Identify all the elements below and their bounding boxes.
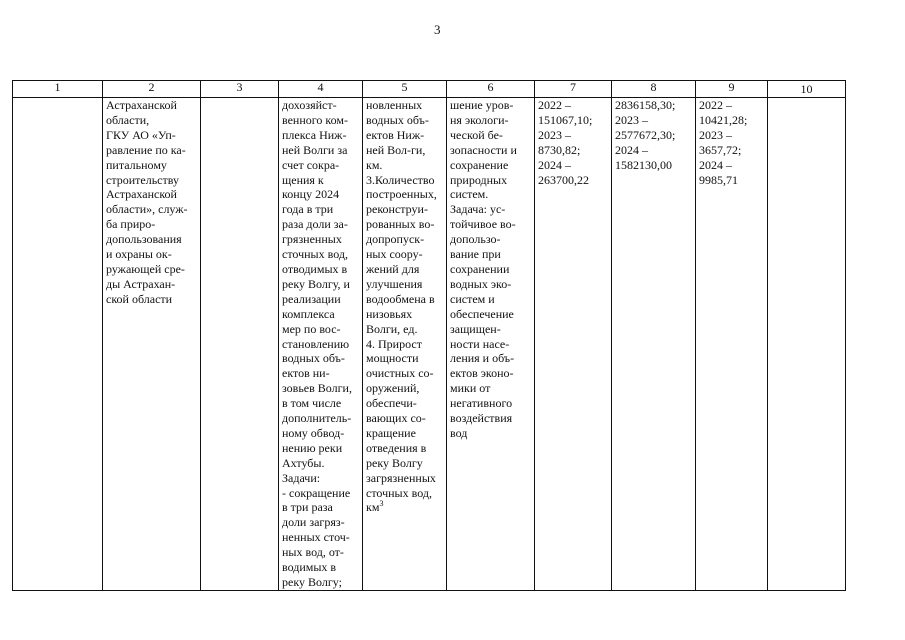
header-cell: 1 xyxy=(13,81,103,98)
program-table xyxy=(12,80,846,591)
cell-goal: дохозяйст- венного ком- плекса Ниж- ней Волги за счет сокра- щения к концу 2024 года в три раза доли за- грязненных сточных вод, отводимых в реку Волгу, и реализации комплекса мер по вос- становлению водных объ- ектов ни- зовьев Волги, в том числе дополнитель- ному обвод- нению реки Ахтубы. Задачи: - сокращение в три раза доли загряз- ненных сточ- ных вод, от- водимых в реку Волгу; xyxy=(279,98,363,591)
indicators-text: новленных водных объ- ектов Ниж- ней Вол-ги, км. 3.Количество построенных, реконструи- рованных во- допропуск- ных соору- жений для улучшения водообмена в низовьях Волги, ед. 4. Прирост мощности очистных со- оружений, обеспечи- вающих со- кращение отведения в реку Волгу загрязненных сточных вод, км xyxy=(366,98,437,515)
header-cell: 6 xyxy=(447,81,535,98)
header-cell: 9 xyxy=(696,81,768,98)
header-cell: 2 xyxy=(103,81,201,98)
header-cell: 3 xyxy=(201,81,279,98)
cell-col1 xyxy=(13,98,103,591)
cell-indicators xyxy=(363,98,447,591)
cell-funding-col7: 2022 – 151067,10; 2023 – 8730,82; 2024 – 263700,22 xyxy=(535,98,612,591)
cell-objectives: шение уров- ня экологи- ческой бе- зопасности и сохранение природных систем. Задача: ус- тойчивое во- допользо- вание при сохранении водных эко- систем и обеспечение защищен- ности насе- ления и объ- ектов эконо- мики от негативного воздействия вод xyxy=(447,98,535,591)
table-row xyxy=(13,98,846,591)
cell-col10 xyxy=(768,98,846,591)
cell-funding-col8: 2836158,30; 2023 – 2577672,30; 2024 – 1582130,00 xyxy=(612,98,696,591)
header-cell: 10 xyxy=(768,81,846,98)
header-cell: 5 xyxy=(363,81,447,98)
cell-col3 xyxy=(201,98,279,591)
superscript: 3 xyxy=(379,499,384,509)
header-cell: 4 xyxy=(279,81,363,98)
page-number: 3 xyxy=(434,22,441,37)
cell-responsible: Астраханской области, ГКУ АО «Уп- равление по ка- питальному строительству Астраханской области», служ- ба приро- допользования и охраны ок- ружающей сре- ды Астрахан- ской области xyxy=(103,98,201,591)
header-row xyxy=(13,81,846,98)
header-cell: 8 xyxy=(612,81,696,98)
header-cell: 7 xyxy=(535,81,612,98)
cell-funding-col9: 2022 – 10421,28; 2023 – 3657,72; 2024 – 9985,71 xyxy=(696,98,768,591)
